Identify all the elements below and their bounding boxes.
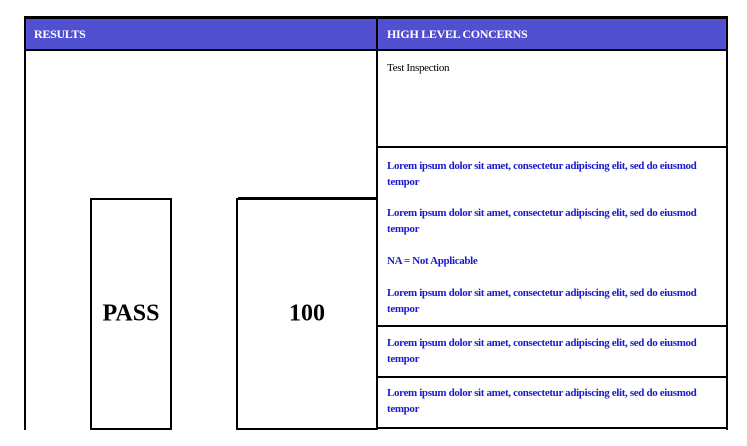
concern-item: Lorem ipsum dolor sit amet, consectetur adipiscing elit, sed do eiusmod tempor: [387, 337, 697, 365]
concern-item: Lorem ipsum dolor sit amet, consectetur adipiscing elit, sed do eiusmod tempor: [387, 160, 697, 188]
result-status-box: [90, 198, 172, 430]
result-status: PASS: [102, 300, 160, 327]
inspection-name: Test Inspection: [387, 62, 450, 74]
concern-item: Lorem ipsum dolor sit amet, consectetur adipiscing elit, sed do eiusmod tempor: [387, 387, 697, 415]
left-border: [24, 16, 26, 430]
concern-item: Lorem ipsum dolor sit amet, consectetur adipiscing elit, sed do eiusmod tempor: [387, 287, 697, 315]
row-divider: [376, 146, 728, 148]
row-divider: [376, 376, 728, 378]
row-divider: [376, 325, 728, 327]
concerns-header: HIGH LEVEL CONCERNS: [387, 27, 528, 41]
results-header: RESULTS: [34, 27, 86, 41]
concern-item: Lorem ipsum dolor sit amet, consectetur adipiscing elit, sed do eiusmod tempor: [387, 207, 697, 235]
result-score-box: [236, 198, 378, 430]
report-table: [24, 16, 728, 430]
concern-item-na: NA = Not Applicable: [387, 255, 478, 267]
result-score: 100: [289, 300, 325, 327]
row-divider: [376, 427, 728, 429]
